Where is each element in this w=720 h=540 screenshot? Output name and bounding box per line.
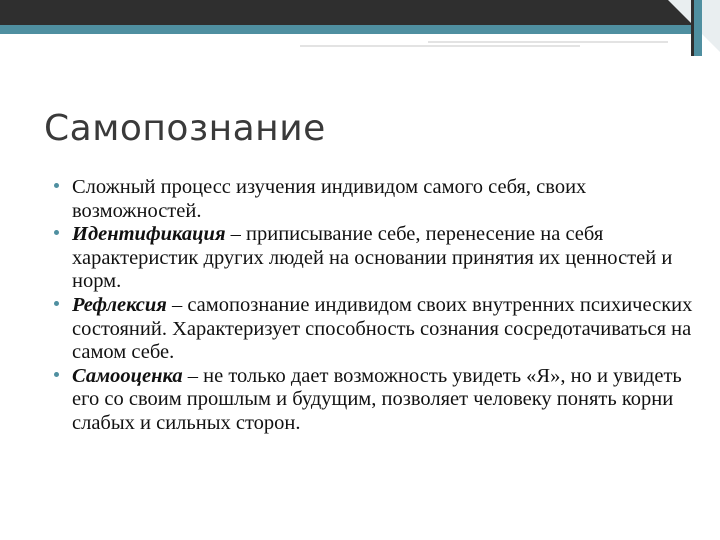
bullet-item <box>54 176 694 223</box>
decor-line <box>428 41 668 43</box>
bullet-text: – не только дает возможность увидеть «Я», но и увидеть его со своим прошлым и будущим, позволяет человеку понять корни слабых и сильных сторон. <box>72 364 682 434</box>
bullet-dot-icon <box>54 301 59 306</box>
bullet-item <box>54 365 694 436</box>
bullet-text: Сложный процесс изучения индивидом самого себя, своих возможностей. <box>72 176 587 222</box>
bullet-text: – приписывание себе, перенесение на себя характеристик других людей на основании принятия их ценностей и норм. <box>72 223 673 293</box>
bullet-dot-icon <box>54 372 59 377</box>
corner-accent-strip <box>694 0 702 56</box>
bullet-item <box>54 223 694 294</box>
slide-title: Самопознание <box>44 108 326 149</box>
bullet-term: Рефлексия <box>72 293 167 316</box>
bullet-term: Идентификация <box>72 223 226 246</box>
bullet-dot-icon <box>54 230 59 235</box>
bullet-term: Самооценка <box>72 364 183 387</box>
decor-line <box>300 45 580 47</box>
header-accent-bar <box>0 25 720 34</box>
header-dark-bar <box>0 0 720 25</box>
bullet-text: – самопознание индивидом своих внутренних психических состояний. Характеризует способность сознания сосредотачиваться на самом себе. <box>72 293 693 364</box>
bullet-dot-icon <box>54 183 59 188</box>
bullet-list <box>54 176 694 436</box>
bullet-item <box>54 294 694 365</box>
